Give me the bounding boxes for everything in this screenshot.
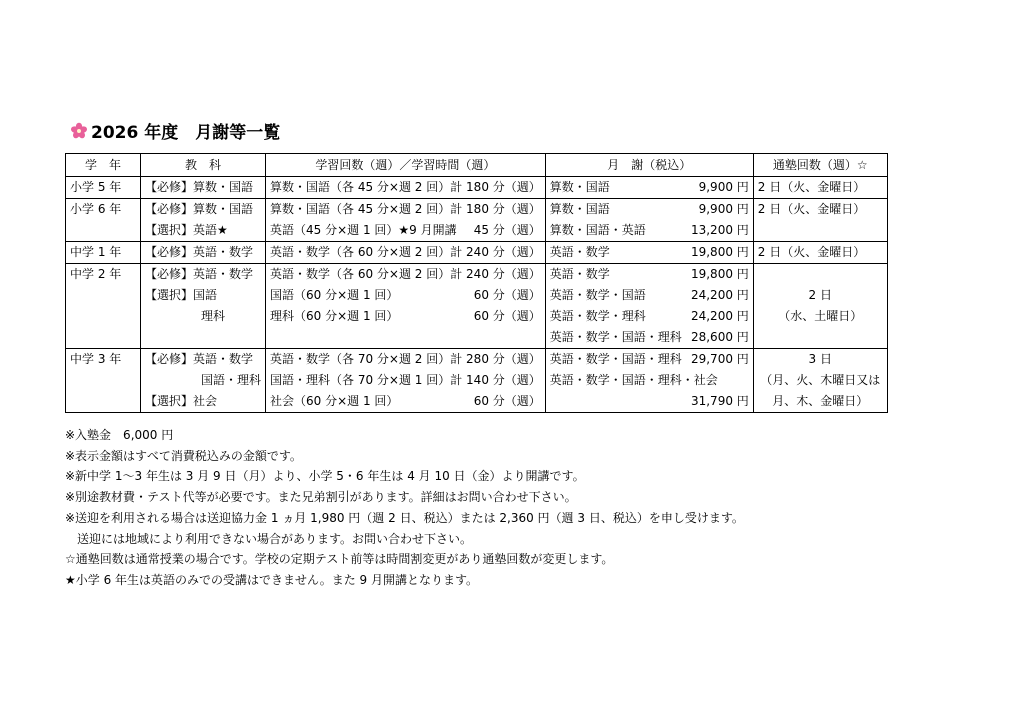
cherry-blossom-icon <box>70 122 88 140</box>
subject-label: 【必修】英語・数学 <box>145 352 254 366</box>
subject-label: 【選択】国語 <box>145 288 218 302</box>
fee-line <box>550 242 749 263</box>
fee-line <box>550 177 749 198</box>
subject-label: 国語・理科 <box>201 373 262 387</box>
study-hours-line <box>270 242 541 263</box>
grade-label: 中学 2 年 <box>70 267 122 281</box>
subject-label: 【選択】英語★ <box>145 223 228 237</box>
study-hours-detail: 理科（60 分×週 1 回） <box>270 309 399 323</box>
fee-table <box>65 153 888 413</box>
header-visits: 通塾回数（週）☆ <box>753 154 887 177</box>
note-line: ☆通塾回数は通常授業の場合です。学校の定期テスト前等は時間割変更があり通塾回数が変更します。 <box>65 552 614 567</box>
grade-cell <box>66 264 141 349</box>
fee-course: 英語・数学・国語・理科 <box>549 352 682 366</box>
page-title <box>70 118 280 143</box>
grade-line <box>70 264 136 285</box>
page-title-text: 2026 年度 月謝等一覧 <box>91 123 281 143</box>
visits-cell <box>753 199 887 242</box>
visits-line <box>758 199 883 220</box>
subjects-cell <box>141 349 266 413</box>
visits-line <box>758 242 883 263</box>
study-hours-cell <box>266 264 546 349</box>
subject-line <box>145 199 261 220</box>
fee-line <box>550 220 749 241</box>
note-line: 送迎には地域により利用できない場合があります。お問い合わせ下さい。 <box>65 531 473 546</box>
fee-amount: 29,700 円 <box>690 352 749 366</box>
visits-line <box>758 391 883 412</box>
subjects-cell <box>141 177 266 199</box>
monthly-fee-cell <box>545 177 753 199</box>
fee-amount: 24,200 円 <box>690 288 749 302</box>
fee-amount: 24,200 円 <box>690 309 749 323</box>
study-hours-cell <box>266 349 546 413</box>
study-hours-line <box>270 391 541 412</box>
header-subjects: 教 科 <box>141 154 266 177</box>
fee-line <box>550 327 749 348</box>
visits-line <box>758 370 883 391</box>
grade-cell <box>66 199 141 242</box>
fee-course: 英語・数学・国語・理科・社会 <box>549 373 718 387</box>
grade-line <box>70 242 136 263</box>
subject-label: 理科 <box>201 309 226 323</box>
visits-line <box>758 349 883 370</box>
note-line: ★小学 6 年生は英語のみでの受講はできません。また 9 月開講となります。 <box>65 572 479 587</box>
study-hours-total: 60 分（週） <box>473 394 541 408</box>
fee-line <box>550 199 749 220</box>
fee-amount: 9,900 円 <box>698 180 749 194</box>
fee-amount: 9,900 円 <box>698 202 749 216</box>
table-row <box>66 264 888 349</box>
monthly-fee-cell <box>545 264 753 349</box>
subject-label: 【選択】社会 <box>145 394 218 408</box>
grade-line <box>70 199 136 220</box>
grade-line <box>70 177 136 198</box>
notes <box>65 425 744 591</box>
subject-line <box>145 285 261 306</box>
table-row <box>66 177 888 199</box>
visits-text: （月、火、木曜日又は <box>760 373 881 387</box>
visits-text: （水、土曜日） <box>778 309 863 323</box>
note-line: ※入塾金 6,000 円 <box>65 428 174 442</box>
grade-cell <box>66 349 141 413</box>
grade-label: 小学 5 年 <box>70 180 122 194</box>
study-hours-total: 60 分（週） <box>473 309 541 323</box>
fee-line <box>550 306 749 327</box>
study-hours-total: 45 分（週） <box>473 223 541 237</box>
monthly-fee-cell <box>545 349 753 413</box>
fee-course: 英語・数学・理科 <box>549 309 646 323</box>
monthly-fee-cell <box>545 242 753 264</box>
fee-line <box>550 264 749 285</box>
study-hours-line <box>270 285 541 306</box>
visits-text: 2 日（火、金曜日） <box>757 245 866 259</box>
visits-text: 2 日（火、金曜日） <box>757 202 866 216</box>
study-hours-line <box>270 370 541 391</box>
fee-line <box>550 370 749 391</box>
fee-line <box>550 349 749 370</box>
grade-label: 中学 1 年 <box>70 245 122 259</box>
fee-line <box>550 285 749 306</box>
fee-amount: 28,600 円 <box>690 330 749 344</box>
study-hours-detail: 算数・国語（各 45 分×週 2 回）計 180 分（週） <box>270 202 541 216</box>
visits-text: 2 日（火、金曜日） <box>757 180 866 194</box>
subject-line <box>145 349 261 370</box>
study-hours-line <box>270 306 541 327</box>
visits-cell <box>753 242 887 264</box>
subject-line <box>145 177 261 198</box>
grade-label: 中学 3 年 <box>70 352 122 366</box>
fee-line <box>550 391 749 412</box>
visits-cell <box>753 264 887 349</box>
visits-cell <box>753 177 887 199</box>
subjects-cell <box>141 199 266 242</box>
fee-amount: 19,800 円 <box>690 267 749 281</box>
subject-line <box>145 264 261 285</box>
study-hours-line <box>270 220 541 241</box>
note-line: ※表示金額はすべて消費税込みの金額です。 <box>65 448 302 463</box>
fee-course: 算数・国語 <box>549 202 610 216</box>
monthly-fee-cell <box>545 199 753 242</box>
visits-line <box>758 285 883 306</box>
header-study-hours: 学習回数（週）／学習時間（週） <box>266 154 546 177</box>
study-hours-detail: 英語・数学（各 60 分×週 2 回）計 240 分（週） <box>270 267 541 281</box>
subject-line <box>145 306 261 327</box>
fee-course: 英語・数学 <box>549 267 610 281</box>
study-hours-cell <box>266 242 546 264</box>
study-hours-line <box>270 199 541 220</box>
study-hours-line <box>270 349 541 370</box>
study-hours-cell <box>266 177 546 199</box>
grade-label: 小学 6 年 <box>70 202 122 216</box>
fee-course: 算数・国語・英語 <box>549 223 646 237</box>
study-hours-detail: 算数・国語（各 45 分×週 2 回）計 180 分（週） <box>270 180 541 194</box>
table-row <box>66 242 888 264</box>
subjects-cell <box>141 264 266 349</box>
fee-amount: 19,800 円 <box>690 245 749 259</box>
study-hours-detail: 英語（45 分×週 1 回）★9 月開講 <box>270 223 457 237</box>
grade-cell <box>66 242 141 264</box>
note-line: ※送迎を利用される場合は送迎協力金 1 ヵ月 1,980 円（週 2 日、税込）または 2,360 円（週 3 日、税込）を申し受けます。 <box>65 510 744 525</box>
visits-cell <box>753 349 887 413</box>
fee-course: 英語・数学・国語 <box>549 288 646 302</box>
subject-line <box>145 391 261 412</box>
study-hours-cell <box>266 199 546 242</box>
visits-line <box>758 264 883 285</box>
subject-line <box>145 242 261 263</box>
study-hours-detail: 英語・数学（各 60 分×週 2 回）計 240 分（週） <box>270 245 541 259</box>
header-monthly-fee: 月 謝（税込） <box>545 154 753 177</box>
subject-label: 【必修】算数・国語 <box>145 202 254 216</box>
table-row <box>66 349 888 413</box>
grade-line <box>70 349 136 370</box>
subject-line <box>145 370 261 391</box>
study-hours-total: 60 分（週） <box>473 288 541 302</box>
fee-amount: 31,790 円 <box>690 394 749 408</box>
subject-label: 【必修】算数・国語 <box>145 180 254 194</box>
visits-text: 月、木、金曜日） <box>772 394 869 408</box>
study-hours-detail: 国語（60 分×週 1 回） <box>270 288 399 302</box>
visits-line <box>758 177 883 198</box>
fee-course: 英語・数学・国語・理科 <box>549 330 682 344</box>
table-header-row <box>66 154 888 177</box>
study-hours-line <box>270 177 541 198</box>
fee-table-body <box>66 177 888 413</box>
visits-text: 3 日 <box>808 352 832 366</box>
subject-label: 【必修】英語・数学 <box>145 267 254 281</box>
study-hours-detail: 英語・数学（各 70 分×週 2 回）計 280 分（週） <box>270 352 541 366</box>
grade-cell <box>66 177 141 199</box>
study-hours-detail: 国語・理科（各 70 分×週 1 回）計 140 分（週） <box>270 373 541 387</box>
note-line: ※新中学 1～3 年生は 3 月 9 日（月）より、小学 5・6 年生は 4 月 10 日（金）より開講です。 <box>65 469 585 484</box>
header-grade: 学 年 <box>66 154 141 177</box>
study-hours-detail: 社会（60 分×週 1 回） <box>270 394 399 408</box>
subject-line <box>145 220 261 241</box>
fee-course: 英語・数学 <box>549 245 610 259</box>
subjects-cell <box>141 242 266 264</box>
fee-course: 算数・国語 <box>549 180 610 194</box>
table-row <box>66 199 888 242</box>
fee-amount: 13,200 円 <box>690 223 749 237</box>
subject-label: 【必修】英語・数学 <box>145 245 254 259</box>
study-hours-line <box>270 264 541 285</box>
visits-line <box>758 306 883 327</box>
visits-text: 2 日 <box>808 288 832 302</box>
note-line: ※別途教材費・テスト代等が必要です。また兄弟割引があります。詳細はお問い合わせ下さい。 <box>65 490 577 505</box>
